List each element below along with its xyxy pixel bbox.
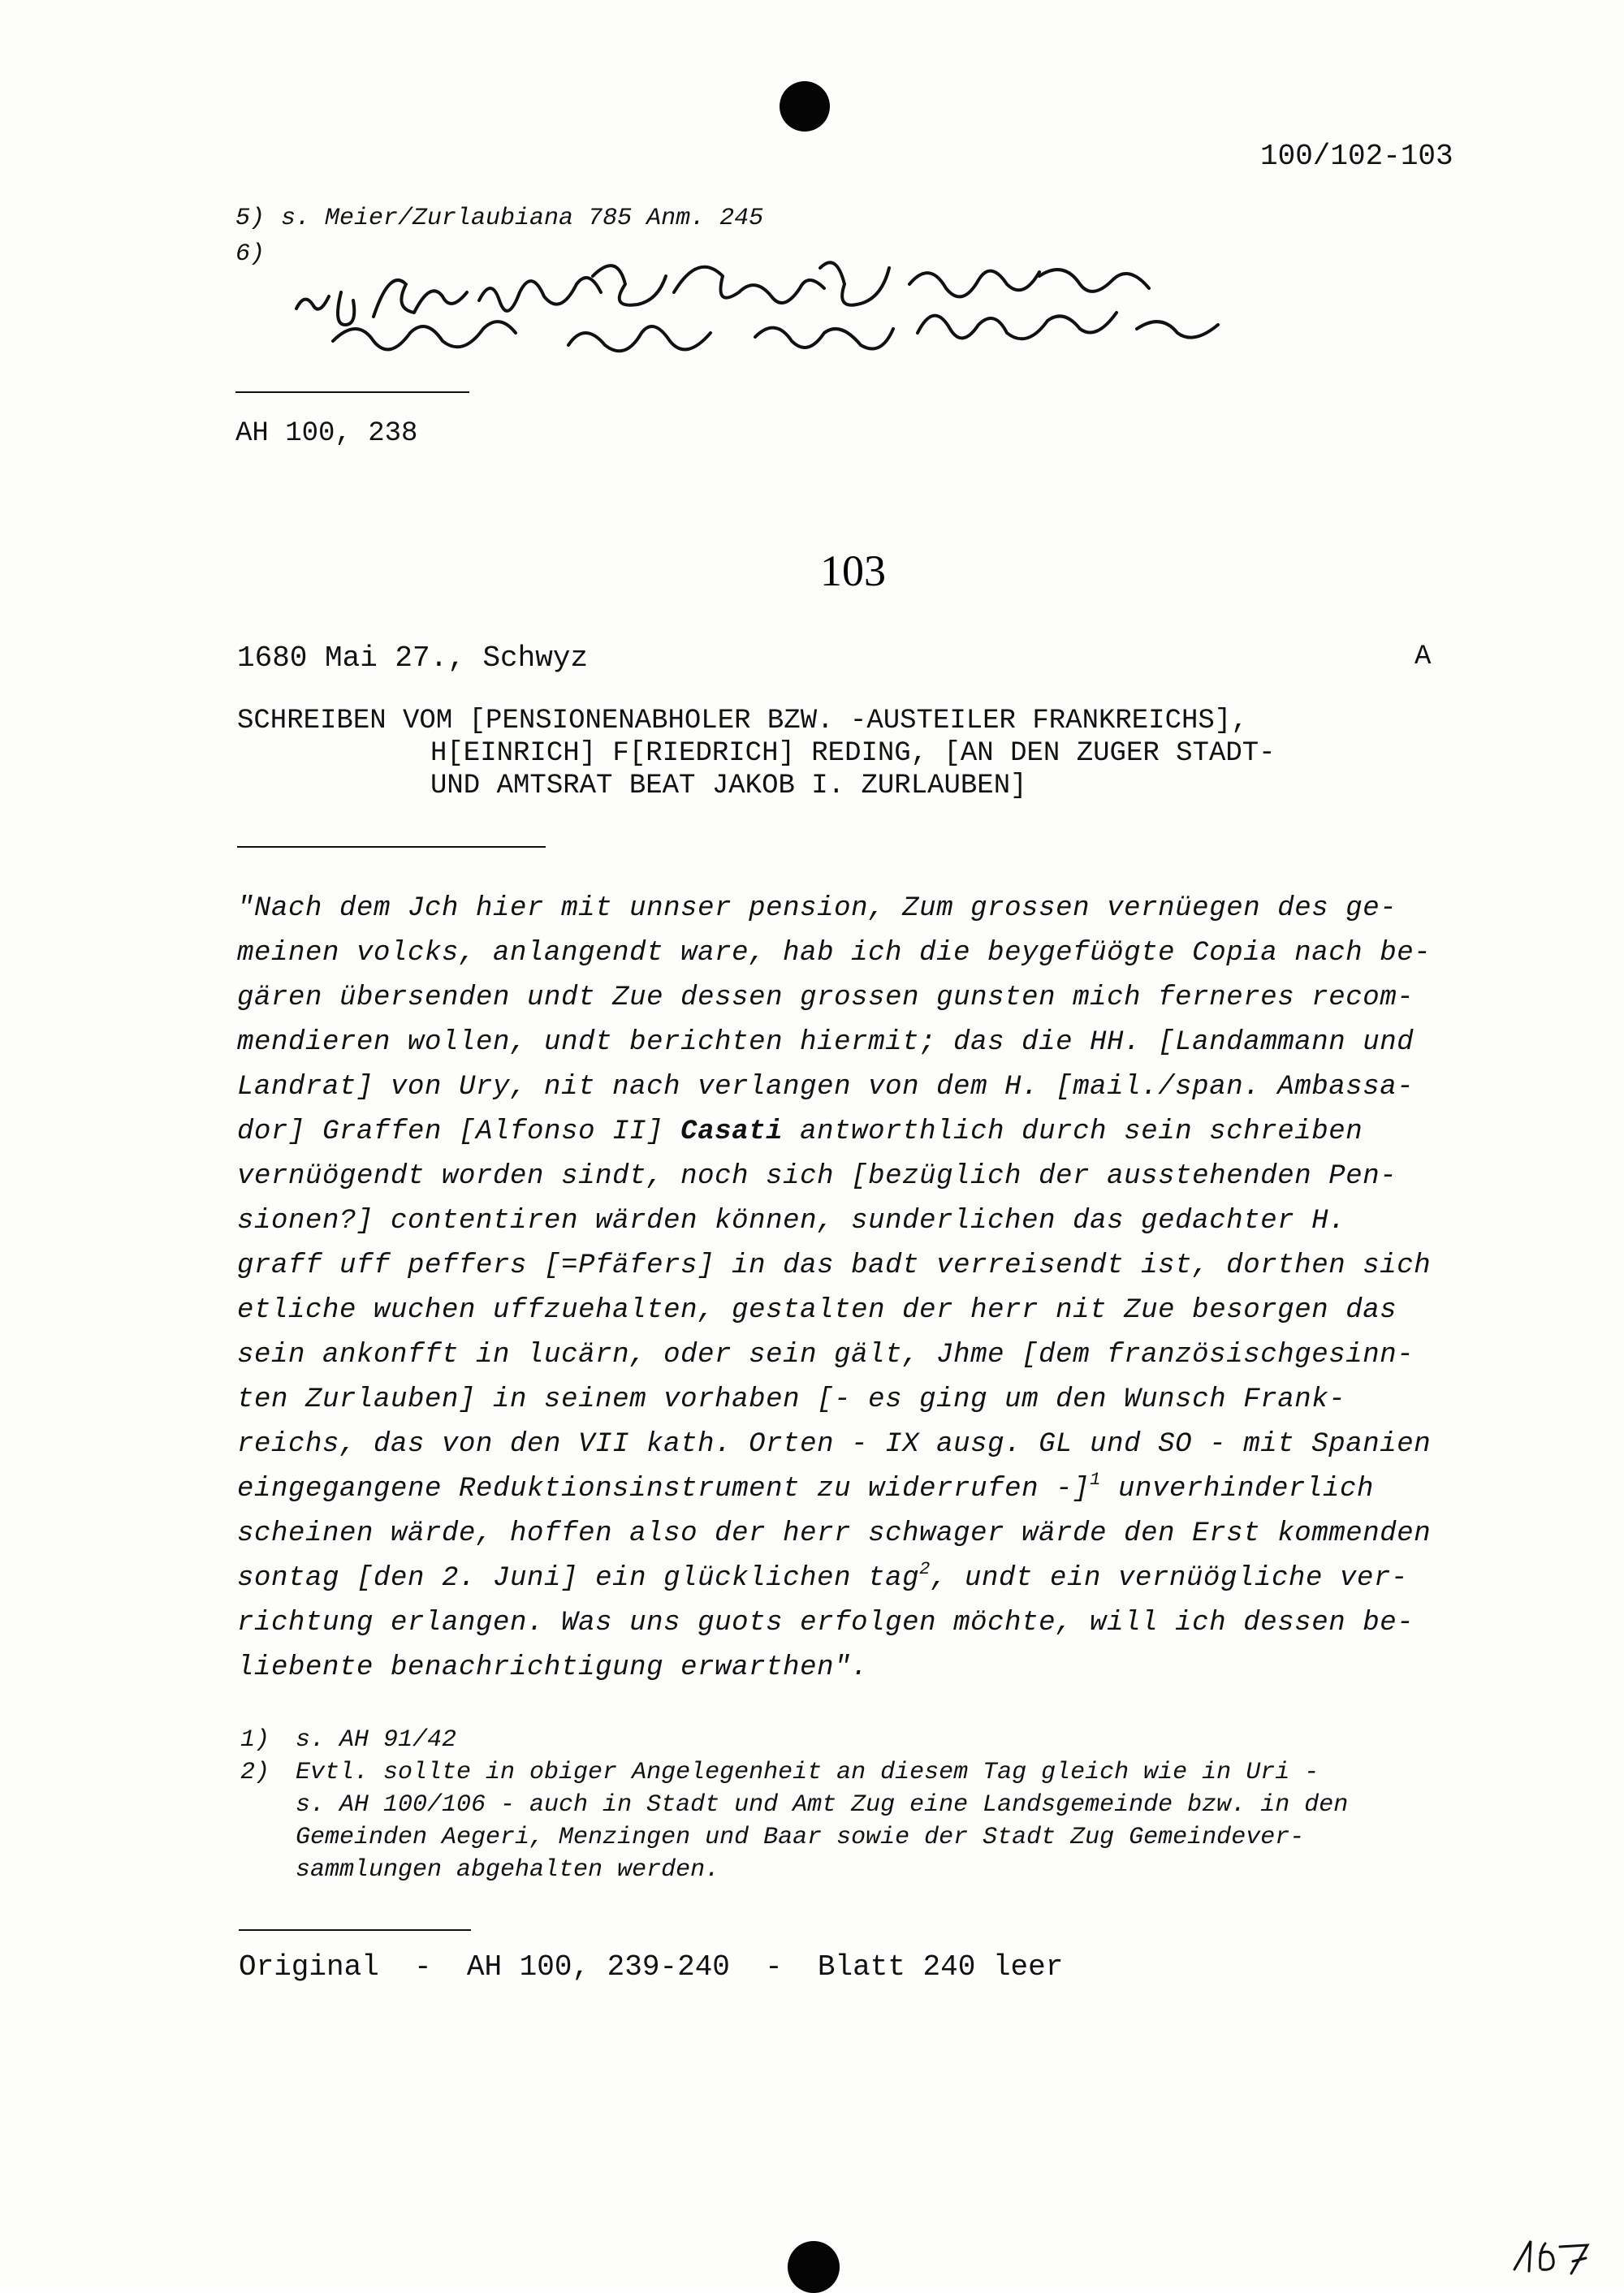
body-text: unverhinderlich bbox=[1100, 1474, 1375, 1505]
footnote-marker-2: 2 bbox=[919, 1559, 931, 1579]
footnote-2-line: s. AH 100/106 - auch in Stadt und Amt Zug eine Landsgemeinde bzw. in den bbox=[296, 1791, 1349, 1819]
top-footnote-5-text: s. Meier/Zurlaubiana 785 Anm. 245 bbox=[281, 205, 764, 232]
body-line: mendieren wollen, undt berichten hiermit; das die HH. [Landammann und bbox=[237, 1027, 1415, 1058]
body-line: graff uff peffers [=Pfäfers] in das badt verreisendt ist, dorthen sich bbox=[237, 1250, 1432, 1281]
body-text: , undt ein vernüögliche ver- bbox=[930, 1563, 1409, 1594]
separator-rule bbox=[235, 391, 469, 393]
body-line: sein ankonfft in lucärn, oder sein gält, Jhme [dem französischgesinn- bbox=[237, 1340, 1415, 1371]
top-footnote-5-label: 5) bbox=[235, 205, 266, 232]
footnote-2-line: sammlungen abgehalten werden. bbox=[296, 1856, 720, 1884]
separator-rule bbox=[237, 846, 546, 848]
body-line: scheinen wärde, hoffen also der herr schwager wärde den Erst kommenden bbox=[237, 1518, 1432, 1549]
reference-number: 100/102-103 bbox=[1260, 140, 1453, 173]
name-casati: Casati bbox=[680, 1116, 784, 1147]
footnote-1-label: 1) bbox=[240, 1726, 270, 1754]
punch-hole-bottom bbox=[788, 2241, 840, 2293]
footnote-2-label: 2) bbox=[240, 1759, 270, 1786]
body-line: "Nach dem Jch hier mit unnser pension, Zum grossen vernüegen des ge- bbox=[237, 893, 1397, 924]
body-text: antworthlich durch sein schreiben bbox=[783, 1116, 1363, 1147]
heading-line: SCHREIBEN VOM [PENSIONENABHOLER BZW. -AUSTEILER FRANKREICHS], bbox=[237, 706, 1248, 736]
body-line: etliche wuchen uffzuehalten, gestalten der herr nit Zue besorgen das bbox=[237, 1295, 1397, 1326]
body-text: sontag [den 2. Juni] ein glücklichen tag bbox=[237, 1563, 920, 1594]
category-letter: A bbox=[1415, 641, 1432, 672]
body-line: vernüögendt worden sindt, noch sich [bezüglich der ausstehenden Pen- bbox=[237, 1161, 1397, 1192]
top-footnote-6-label: 6) bbox=[235, 240, 266, 268]
date-place: 1680 Mai 27., Schwyz bbox=[237, 641, 589, 675]
body-line: ten Zurlauben] in seinem vorhaben [- es ging um den Wunsch Frank- bbox=[237, 1384, 1346, 1415]
heading-line: H[EINRICH] F[RIEDRICH] REDING, [AN DEN ZUGER STADT- bbox=[430, 738, 1276, 769]
punch-hole-top bbox=[780, 81, 830, 132]
body-line: reichs, das von den VII kath. Orten - IX ausg. GL und SO - mit Spanien bbox=[237, 1429, 1432, 1460]
handwritten-excerpt-image bbox=[284, 244, 1283, 374]
footnote-2-line: Evtl. sollte in obiger Angelegenheit an diesem Tag gleich wie in Uri - bbox=[296, 1759, 1320, 1786]
body-line: Landrat] von Ury, nit nach verlangen von dem H. [mail./span. Ambassa- bbox=[237, 1072, 1415, 1103]
body-line bbox=[237, 1470, 1375, 1505]
body-line bbox=[237, 1559, 1409, 1594]
body-line: meinen volcks, anlangendt ware, hab ich die beygefüögte Copia nach be- bbox=[237, 938, 1432, 969]
footnote-1-text: s. AH 91/42 bbox=[296, 1726, 457, 1754]
footnote-2-line: Gemeinden Aegeri, Menzingen und Baar sowie der Stadt Zug Gemeindever- bbox=[296, 1824, 1305, 1851]
footnote-marker-1: 1 bbox=[1090, 1470, 1101, 1490]
body-line: liebente benachrichtigung erwarthen". bbox=[237, 1652, 869, 1683]
original-source-line: Original - AH 100, 239-240 - Blatt 240 leer bbox=[239, 1950, 1064, 1984]
body-line: sionen?] contentiren wärden können, sunderlichen das gedachter H. bbox=[237, 1206, 1346, 1237]
source-reference-top: AH 100, 238 bbox=[235, 418, 418, 449]
body-line: gären übersenden undt Zue dessen grossen gunsten mich ferneres recom- bbox=[237, 982, 1415, 1013]
body-text: dor] Graffen [Alfonso II] bbox=[237, 1116, 681, 1147]
body-text: eingegangene Reduktionsinstrument zu widerrufen -] bbox=[237, 1474, 1091, 1505]
separator-rule bbox=[239, 1929, 471, 1931]
handwritten-page-number bbox=[1506, 2229, 1604, 2278]
heading-line: UND AMTSRAT BEAT JAKOB I. ZURLAUBEN] bbox=[430, 771, 1027, 801]
body-line bbox=[237, 1116, 1363, 1147]
body-line: richtung erlangen. Was uns guots erfolgen möchte, will ich dessen be- bbox=[237, 1608, 1415, 1639]
document-number: 103 bbox=[820, 546, 886, 595]
